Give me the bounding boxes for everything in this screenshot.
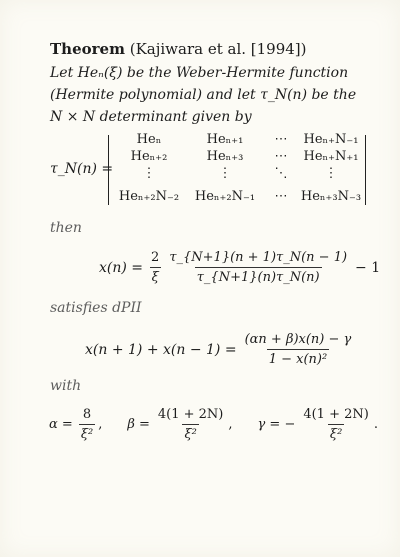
det-cell: ⋮ — [324, 166, 338, 181]
coef-denominator: ξ — [150, 267, 161, 285]
beta-fraction — [156, 407, 226, 442]
dpii-numerator: (αn + β)x(n) − γ — [244, 332, 352, 347]
det-cell: Heₙ₊₂N₋₂ — [118, 189, 180, 204]
satisfies-label: satisfies dPII — [50, 300, 142, 316]
with-label: with — [50, 378, 82, 394]
det-cell: Heₙ — [136, 132, 162, 147]
x-formula — [96, 250, 383, 285]
alpha-denominator: ξ² — [79, 424, 95, 442]
theorem-heading — [50, 40, 307, 58]
then-label: then — [50, 220, 82, 236]
tau-numerator: τ_{N+1}(n + 1)τ_N(n − 1) — [169, 250, 348, 265]
x-tail: − 1 — [355, 259, 381, 276]
det-cell: ⋯ — [274, 189, 288, 204]
beta-denominator: ξ² — [182, 424, 198, 442]
coef-numerator: 2 — [151, 250, 160, 265]
theorem-statement: Let Heₙ(ξ) be the Weber-Hermite function (Hermite polynomial) and let τ_N(n) be the N × N determinant given by — [50, 65, 357, 125]
determinant-lhs: τ_N(n) = — [50, 161, 114, 177]
determinant-matrix — [108, 132, 366, 205]
alpha-fraction — [79, 407, 95, 442]
params-formula — [46, 407, 378, 442]
det-cell: ⋱ — [274, 166, 288, 181]
det-cell: Heₙ₊₁ — [206, 132, 244, 147]
gamma-numerator: 4(1 + 2N) — [303, 407, 369, 422]
det-cell: ⋯ — [274, 132, 288, 147]
alpha-sep: , — [98, 417, 103, 432]
alpha-lhs: α = — [49, 417, 73, 432]
det-cell: ⋮ — [218, 166, 232, 181]
det-cell: Heₙ₊₃N₋₃ — [300, 189, 362, 204]
gamma-fraction — [301, 407, 371, 442]
beta-sep: , — [228, 417, 233, 432]
coef-fraction — [149, 250, 161, 285]
beta-numerator: 4(1 + 2N) — [157, 407, 224, 422]
det-cell: Heₙ₊N₋₁ — [303, 132, 359, 147]
beta-lhs: β = — [127, 417, 150, 432]
det-cell: ⋮ — [142, 166, 156, 181]
gamma-lhs: γ = − — [257, 417, 296, 432]
dpii-formula — [82, 332, 356, 367]
det-cell: ⋯ — [274, 149, 288, 164]
tau-denominator: τ_{N+1}(n)τ_N(n) — [195, 267, 322, 285]
x-lhs: x(n) = — [99, 259, 144, 276]
dpii-denominator: 1 − x(n)² — [267, 349, 330, 367]
gamma-sep: . — [373, 417, 378, 432]
theorem-citation: (Kajiwara et al. [1994]) — [129, 40, 307, 58]
det-cell: Heₙ₊₂ — [130, 149, 168, 164]
gamma-denominator: ξ² — [328, 424, 344, 442]
det-cell: Heₙ₊₂N₋₁ — [194, 189, 256, 204]
alpha-numerator: 8 — [82, 407, 92, 422]
theorem-label: Theorem — [50, 40, 125, 58]
det-cell: Heₙ₊N₊₁ — [303, 149, 359, 164]
tau-fraction — [167, 250, 349, 285]
dpii-fraction — [243, 332, 354, 367]
dpii-lhs: x(n + 1) + x(n − 1) = — [85, 341, 237, 358]
det-cell: Heₙ₊₃ — [206, 149, 244, 164]
